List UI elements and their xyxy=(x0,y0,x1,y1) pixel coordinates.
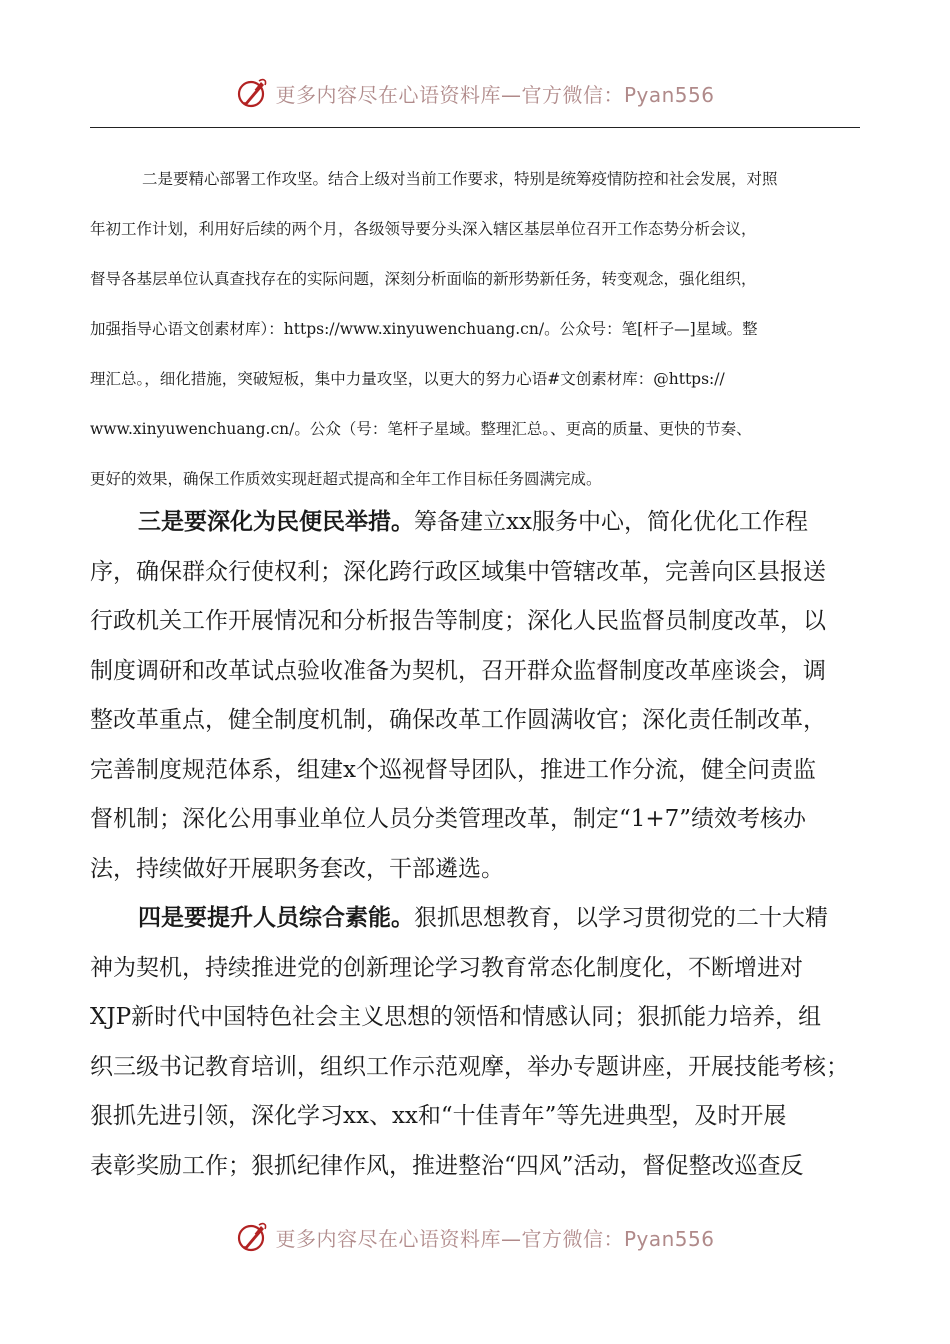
paragraph-3 xyxy=(90,498,860,894)
paragraph-4-line: 织三级书记教育培训，组织工作示范观摩，举办专题讲座，开展技能考核； xyxy=(90,1053,849,1080)
feather-pen-logo-icon xyxy=(235,1220,269,1254)
paragraph-4-line: 神为契机，持续推进党的创新理论学习教育常态化制度化，不断增进对 xyxy=(90,954,803,981)
paragraph-2-line: 加强指导心语文创素材库）：https://www.xinyuwenchuang.cn/。公众号：笔[杆子—]星域。整 xyxy=(90,320,758,338)
paragraph-2-line: 二是要精心部署工作攻坚。结合上级对当前工作要求，特别是统筹疫情防控和社会发展，对照 xyxy=(142,170,778,188)
paragraph-3-first-line-text: 筹备建立xx服务中心，简化优化工作程 xyxy=(414,509,808,535)
paragraph-2-line: 更好的效果，确保工作质效实现赶超式提高和全年工作目标任务圆满完成。 xyxy=(90,470,602,488)
header-banner xyxy=(0,68,950,118)
paragraph-4 xyxy=(90,894,860,1191)
footer-banner-text: 更多内容尽在心语资料库—官方微信：Pyan556 xyxy=(275,1226,715,1251)
paragraph-3-line: 制度调研和改革试点验收准备为契机，召开群众监督制度改革座谈会，调 xyxy=(90,657,826,684)
paragraph-3-line: 督机制；深化公用事业单位人员分类管理改革，制定“1+7”绩效考核办 xyxy=(90,806,807,832)
paragraph-2-line: 督导各基层单位认真查找存在的实际问题，深刻分析面临的新形势新任务，转变观念，强化组织， xyxy=(90,270,757,288)
header-banner-text: 更多内容尽在心语资料库—官方微信：Pyan556 xyxy=(275,82,715,107)
paragraph-2 xyxy=(90,160,860,510)
paragraph-3-first-line xyxy=(90,498,860,548)
paragraph-2-line: www.xinyuwenchuang.cn/。公众（号：笔杆子星域。整理汇总。、更高的质量、更快的节奏、 xyxy=(90,420,752,438)
header-divider xyxy=(90,127,860,128)
paragraph-2-line: 理汇总。，细化措施，突破短板，集中力量攻坚，以更大的努力心语#文创素材库：@https:// xyxy=(90,370,725,388)
paragraph-4-first-line-text: 狠抓思想教育，以学习贯彻党的二十大精 xyxy=(414,905,828,931)
paragraph-2-line: 年初工作计划，利用好后续的两个月，各级领导要分头深入辖区基层单位召开工作态势分析会议， xyxy=(90,220,757,238)
footer-banner xyxy=(0,1212,950,1262)
paragraph-3-line: 法，持续做好开展职务套改，干部遴选。 xyxy=(90,855,504,882)
paragraph-3-line: 完善制度规范体系，组建x个巡视督导团队，推进工作分流，健全问责监 xyxy=(90,756,816,783)
paragraph-4-first-line xyxy=(90,894,860,944)
feather-pen-logo-icon xyxy=(235,76,269,110)
paragraph-3-line: 整改革重点，健全制度机制，确保改革工作圆满收官；深化责任制改革， xyxy=(90,707,826,733)
paragraph-4-line: XJP新时代中国特色社会主义思想的领悟和情感认同；狠抓能力培养，组 xyxy=(90,1004,822,1030)
paragraph-3-line: 序，确保群众行使权利；深化跨行政区域集中管辖改革，完善向区县报送 xyxy=(90,558,826,585)
paragraph-4-line: 狠抓先进引领，深化学习xx、xx和“十佳青年”等先进典型，及时开展 xyxy=(90,1103,787,1129)
paragraph-4-line: 表彰奖励工作；狠抓纪律作风，推进整治“四风”活动，督促整改巡查反 xyxy=(90,1152,804,1179)
paragraph-3-heading: 三是要深化为民便民举措。 xyxy=(138,509,414,535)
paragraph-3-line: 行政机关工作开展情况和分析报告等制度；深化人民监督员制度改革，以 xyxy=(90,608,826,634)
paragraph-4-heading: 四是要提升人员综合素能。 xyxy=(138,905,414,931)
